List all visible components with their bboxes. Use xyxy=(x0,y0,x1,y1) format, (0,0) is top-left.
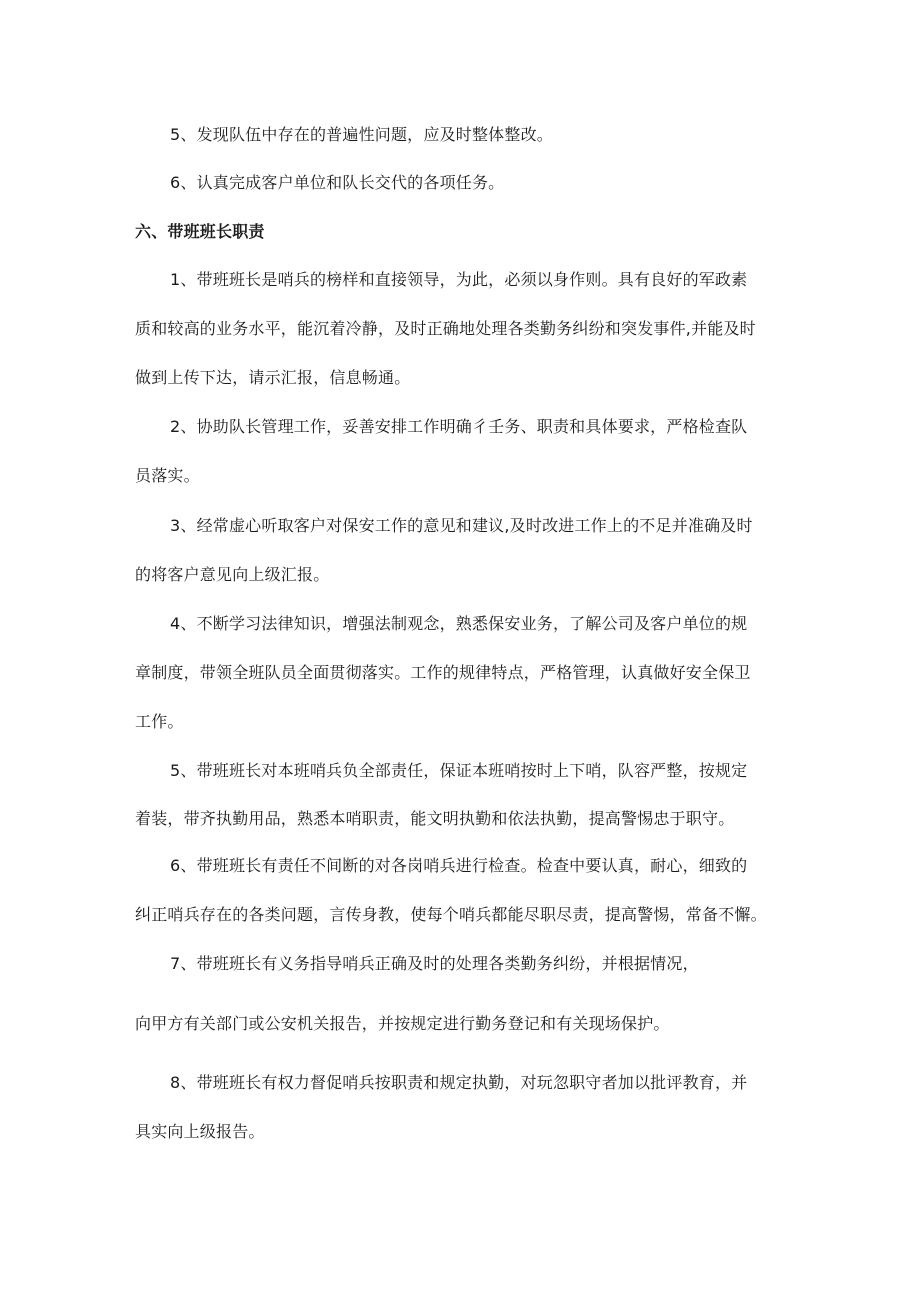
duty-5-line-2: 着装，带齐执勤用品，熟悉本哨职责，能文明执勤和依法执勤，提高警惕忠于职守。 xyxy=(135,809,735,828)
duty-3-line-2: 的将客户意见向上级汇报。 xyxy=(135,565,330,584)
duty-6-line-2: 纠正哨兵存在的各类问题，言传身教，使每个哨兵都能尽职尽责，提高警惕，常备不懈。 xyxy=(135,905,767,924)
duty-1-line-1: 1、带班班长是哨兵的榜样和直接领导，为此，必须以身作则。具有良好的军政素 xyxy=(170,270,748,289)
item-6-line-1: 6、认真完成客户单位和队长交代的各项任务。 xyxy=(170,173,505,192)
duty-7-line-1: 7、带班班长有义务指导哨兵正确及时的处理各类勤务纠纷，并根据情况， xyxy=(170,954,699,973)
duty-4-line-1: 4、不断学习法律知识，增强法制观念，熟悉保安业务，了解公司及客户单位的规 xyxy=(170,614,748,633)
duty-1-line-2: 质和较高的业务水平，能沉着冷静，及时正确地处理各类勤务纠纷和突发事件,并能及时 xyxy=(135,319,756,338)
duty-2-line-1: 2、协助队长管理工作，妥善安排工作明确彳壬务、职责和具体要求，严格检查队 xyxy=(170,417,748,436)
item-5-line-1: 5、发现队伍中存在的普遍性问题，应及时整体整改。 xyxy=(170,125,553,144)
duty-8-line-1: 8、带班班长有权力督促哨兵按职责和规定执勤，对玩忽职守者加以批评教育，并 xyxy=(170,1073,748,1092)
duty-4-line-3: 工作。 xyxy=(135,712,184,731)
duty-6-line-1: 6、带班班长有责任不间断的对各岗哨兵进行检查。检查中要认真，耐心，细致的 xyxy=(170,856,748,875)
duty-3-line-1: 3、经常虚心听取客户对保安工作的意见和建议,及时改进工作上的不足并准确及时 xyxy=(170,516,753,535)
section-heading: 六、带班班长职责 xyxy=(135,222,265,241)
duty-8-line-2: 具实向上级报告。 xyxy=(135,1122,265,1141)
duty-2-line-2: 员落实。 xyxy=(135,466,200,485)
duty-7-line-2: 向甲方有关部门或公安机关报告，并按规定进行勤务登记和有关现场保护。 xyxy=(135,1014,670,1033)
duty-5-line-1: 5、带班班长对本班哨兵负全部责任，保证本班哨按时上下哨，队容严整，按规定 xyxy=(170,761,748,780)
duty-1-line-3: 做到上传下达，请示汇报，信息畅通。 xyxy=(135,368,411,387)
duty-4-line-2: 章制度，带领全班队员全面贯彻落实。工作的规律特点，严格管理，认真做好安全保卫 xyxy=(135,663,751,682)
